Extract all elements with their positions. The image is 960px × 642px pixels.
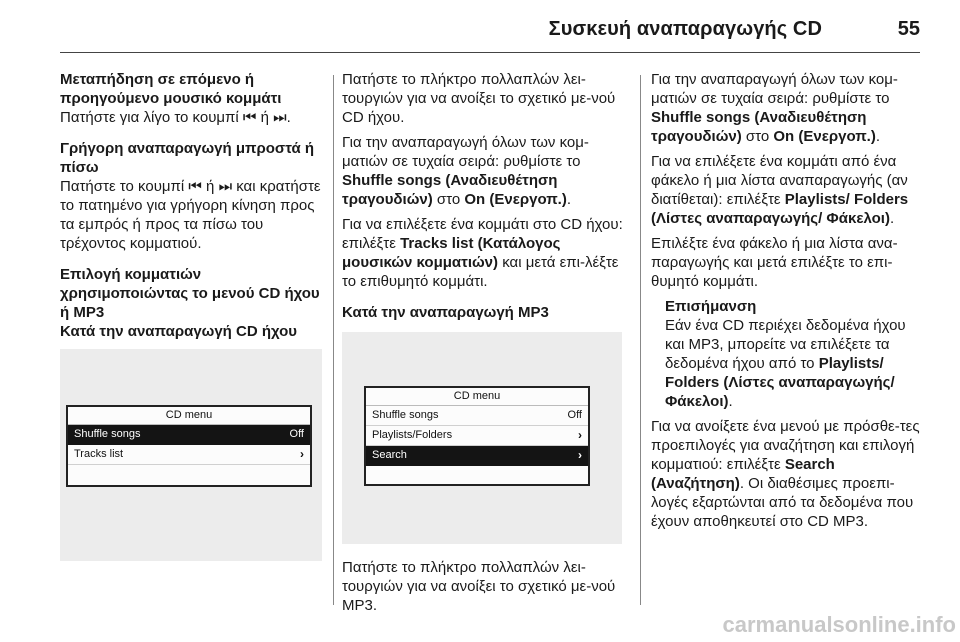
section-heading-track-select: Επιλογή κομματιών χρησιμοποιώντας το μενού CD ήχου ή MP3 — [60, 266, 320, 321]
paragraph-search: Για να ανοίξετε ένα μενού με πρόσθε-τες προεπιλογές για αναζήτηση και επιλογή κομματιού: επιλέξτε Search (Αναζήτηση). Οι διαθέσιμες προεπι-λογές εξαρτώνται από τα δεδομένα που έχουν αποθηκευτεί στο CD MP3. — [651, 418, 920, 530]
column-2 — [342, 70, 624, 615]
menu-row-shuffle — [366, 406, 588, 426]
menu-row-label: Tracks list — [74, 448, 124, 460]
menu-row-playlists — [366, 426, 588, 446]
paragraph-fast: Πατήστε το κουμπί ⏮ ή ⏭ και κρατήστε το πατημένο για γρήγορη κίνηση προς τα εμπρός ή προς τα πίσω του τρέχοντος κομματιού. — [60, 178, 321, 252]
menu-row-label: Search — [372, 449, 407, 461]
subheading-mp3: Κατά την αναπαραγωγή MP3 — [342, 304, 549, 321]
menu-row-label: Shuffle songs — [74, 428, 141, 440]
section-heading-skip: Μεταπήδηση σε επόμενο ή προηγούμενο μουσικό κομμάτι — [60, 71, 282, 107]
mp3-menu-screen — [364, 386, 590, 486]
note-heading: Επισήμανση — [665, 298, 757, 315]
menu-row-value: Off — [567, 409, 582, 421]
chevron-right-icon: › — [300, 447, 304, 461]
mp3-menu-illustration — [342, 332, 622, 544]
chevron-right-icon: › — [578, 428, 582, 442]
menu-row-tracks — [68, 445, 310, 465]
note-box — [665, 297, 926, 411]
section-heading-fast: Γρήγορη αναπαραγωγή μπροστά ή πίσω — [60, 140, 315, 176]
paragraph-tracklist: Για να επιλέξετε ένα κομμάτι στο CD ήχου: επιλέξτε Tracks list (Κατάλογος μουσικών κομματιών) και μετά επι-λέξτε το επιθυμητό κομμάτι. — [342, 216, 623, 290]
page-number: 55 — [897, 18, 920, 40]
paragraph-shuffle: Για την αναπαραγωγή όλων των κομ-ματιών σε τυχαία σειρά: ρυθμίστε το Shuffle songs (Αναδιευθέτηση τραγουδιών) στο On (Ενεργοπ.). — [342, 134, 589, 208]
menu-row-value: Off — [289, 428, 304, 440]
subheading-audio-cd: Κατά την αναπαραγωγή CD ήχου — [60, 323, 297, 340]
column-divider-1 — [333, 75, 334, 605]
paragraph-skip: Πατήστε για λίγο το κουμπί ⏮ ή ⏭. — [60, 109, 291, 126]
chevron-right-icon: › — [578, 448, 582, 462]
header-divider — [60, 52, 920, 53]
column-divider-2 — [640, 75, 641, 605]
menu-row-label: Playlists/Folders — [372, 429, 453, 441]
paragraph-shuffle-mp3: Για την αναπαραγωγή όλων των κομ-ματιών σε τυχαία σειρά: ρυθμίστε το Shuffle songs (Αναδιευθέτηση τραγουδιών) στο On (Ενεργοπ.). — [651, 71, 898, 145]
screen-title: CD menu — [68, 407, 310, 425]
paragraph-playlists: Για να επιλέξετε ένα κομμάτι από ένα φάκελο ή μια λίστα αναπαραγωγής (αν διατίθεται): επιλέξτε Playlists/ Folders (Λίστες αναπαραγωγής/ Φάκελοι). — [651, 153, 909, 227]
watermark: carmanualsonline.info — [722, 612, 956, 637]
paragraph-open-menu: Πατήστε το πλήκτρο πολλαπλών λει-τουργιών για να ανοίξει το σχετικό με-νού CD ήχου. — [342, 71, 616, 126]
menu-row-shuffle — [68, 425, 310, 445]
column-1 — [60, 70, 322, 561]
page-title: Συσκευή αναπαραγωγής CD — [548, 18, 822, 40]
cd-menu-screen — [66, 405, 312, 487]
menu-row-search — [366, 446, 588, 466]
screen-title: CD menu — [366, 388, 588, 406]
column-3 — [651, 70, 926, 531]
cd-menu-illustration — [60, 349, 322, 561]
paragraph-select-folder: Επιλέξτε ένα φάκελο ή μια λίστα ανα-παραγωγής και μετά επιλέξτε το επι-θυμητό κομμάτι. — [651, 235, 898, 290]
paragraph-open-mp3-menu: Πατήστε το πλήκτρο πολλαπλών λει-τουργιών για να ανοίξει το σχετικό με-νού MP3. — [342, 559, 616, 614]
menu-row-label: Shuffle songs — [372, 409, 439, 421]
note-text: Εάν ένα CD περιέχει δεδομένα ήχου και MP3, μπορείτε να επιλέξετε τα δεδομένα ήχου από το Playlists/ Folders (Λίστες αναπαραγωγής/ Φάκελοι). — [665, 317, 906, 410]
